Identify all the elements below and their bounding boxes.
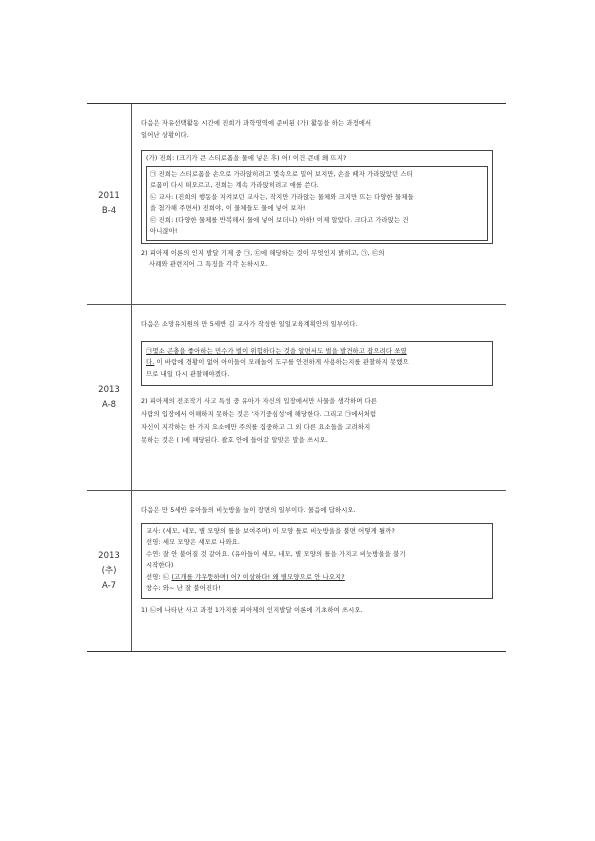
question-cell bbox=[132, 305, 506, 490]
table-row bbox=[87, 305, 506, 491]
question-text: 2) 피아제의 전조작기 사고 특성 중 유아가 자신의 입장에서만 사물을 생각하며 다른 사람의 입장에서 이해하지 못하는 것은 '자기중심성'에 해당한다. 그리고 ㉠에서처럼 자신이 지각하는 한 가지 요소에만 주의를 집중하고 그 외 다른 요소들을 고려하지 못하는 것은 ( )에 해당된다. 괄호 안에 들어갈 알맞은 말을 쓰시오. bbox=[141, 398, 378, 444]
question-text: 1) ㉡에 나타난 사고 과정 1가지를 피아제의 인지발달 이론에 기초하여 쓰시오. bbox=[141, 606, 363, 614]
exam-code: A-7 bbox=[101, 580, 117, 591]
underlined-text: 다. bbox=[146, 359, 155, 366]
exam-id-cell bbox=[87, 104, 132, 304]
underlined-text: ㉠몇소 곤충을 좋아하는 민수가 벌이 위험하다는 것을 알면서도 벌을 발견하고 잡으려다 쏘였 bbox=[146, 347, 407, 355]
question-text: 2) 피아제 이론의 인지 발달 기제 중 ㉠, ㉢에 해당하는 것이 무엇인지 밝히고, ㉠, ㉢의 사례와 관련지어 그 특징을 각각 논하시오. bbox=[141, 249, 385, 268]
question-cell bbox=[132, 491, 506, 651]
exam-id-cell bbox=[87, 491, 132, 651]
intro-text: 다음은 자유선택활동 시간에 진희가 과학영역에 준비된 (가) 활동을 하는 과정에서 일어난 상황이다. bbox=[141, 120, 372, 139]
exam-code: A-8 bbox=[101, 399, 117, 410]
scenario-header: (가) 진희: (크기가 큰 스티로폼을 물에 넣은 후) 어! 이건 큰데 왜 뜨지? bbox=[146, 155, 347, 162]
underlined-text: (고개를 갸우뚱하며) 어? 이상하다! 왜 별모양으로 안 나오지? bbox=[171, 573, 345, 581]
exam-id-cell bbox=[87, 305, 132, 490]
exam-code: B-4 bbox=[101, 206, 117, 216]
plan-excerpt-box: ㉠몇소 곤충을 좋아하는 민수가 벌이 위험하다는 것을 알면서도 벌을 발견하고 잡으려다 쏘였 다. 이 바람에 경황이 없어 아이들이 모래놀이 도구를 안전하게 사용하는지를 관찰하지 못했으 므로 내일 다시 관찰해야겠다. bbox=[141, 341, 493, 387]
exam-sub: (추) bbox=[101, 565, 117, 576]
exam-year: 2013 bbox=[98, 550, 120, 561]
scenario-box bbox=[141, 150, 493, 244]
exam-table bbox=[87, 103, 506, 652]
intro-text: 다음은 소망유치원의 만 5세반 김 교사가 작성한 일일교육계획안의 일부이다. bbox=[141, 321, 358, 328]
question-cell bbox=[132, 104, 506, 304]
table-row bbox=[87, 491, 506, 651]
scenario-inner-box: ㉠ 진희는 스티로폼을 손으로 가라앉히려고 몇속으로 밀어 보지만, 손을 떼자 가라앉았던 스티 로폼이 다시 떠오르고, 진희는 계속 가라앉히려고 애를 쓴다. ㉡ 교사: (진희의 행동을 지켜보던 교사는, 작지만 가라앉는 물체와 크지만 뜨는 다양한 물체들 을 첨가해 주면서) 진희야, 이 물체들도 물에 넣어 보자! ㉢ 진희: (다양한 물체를 반복해서 물에 넣어 보더니) 아하! 이제 알았다. 크다고 가라앉는 건 아니잖아! bbox=[146, 166, 488, 241]
table-row bbox=[87, 104, 506, 305]
exam-year: 2011 bbox=[98, 191, 120, 201]
exam-year: 2013 bbox=[98, 384, 120, 395]
intro-text: 다음은 만 5세반 유아들의 비눗방울 놀이 장면의 일부이다. 물음에 답하시오. bbox=[141, 507, 356, 514]
dialog-box: 교사: (세모, 네모, 별 모양의 틀을 보여주며) 이 모양 틀로 비눗방울을 불면 어떻게 될까? 선영: 세모 모양은 세모로 나와요. 수연: 잘 안 불어질 것 같아요. (유아들이 세모, 네모, 별 모양의 틀을 가지고 비눗방울을 불기 시작한다) 선영: ㉡ (고개를 갸우뚱하며) 어? 이상하다! 왜 별모양으로 안 나오지? 창수: 와~ 난 잘 불어진다! bbox=[141, 523, 493, 599]
